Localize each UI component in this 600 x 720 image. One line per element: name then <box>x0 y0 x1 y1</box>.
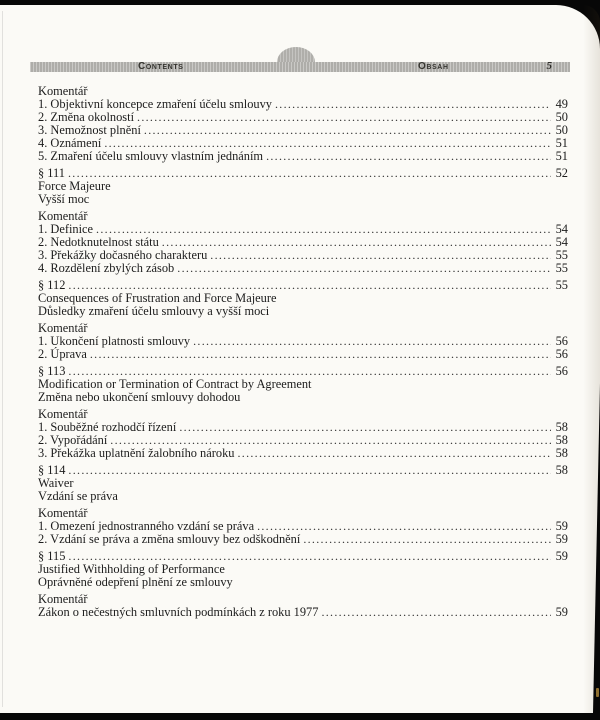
toc-entry-page-number: 50 <box>555 123 568 137</box>
toc-entry-label: 2. Změna okolností <box>38 110 135 124</box>
toc-entry-page-number: 56 <box>555 364 568 378</box>
toc-entry-page-number: 56 <box>555 347 568 361</box>
toc-entry-page-number: 55 <box>555 248 568 262</box>
toc-entry-label: 4. Rozdělení zbylých zásob <box>38 261 175 275</box>
toc-entry-page-number: 54 <box>555 222 568 236</box>
toc-entry-label: 1. Ukončení platnosti smlouvy <box>38 334 191 348</box>
table-of-contents <box>38 85 568 623</box>
toc-block <box>38 408 568 460</box>
toc-entry-page-number: 55 <box>555 261 568 275</box>
toc-entry-label: 1. Objektivní koncepce zmaření účelu smlouvy <box>38 97 272 111</box>
toc-entry-page-number: 59 <box>555 549 568 563</box>
dot-leader <box>179 421 551 434</box>
toc-entry-label: 1. Omezení jednostranného vzdání se práva <box>38 519 255 533</box>
dot-leader <box>162 236 551 249</box>
toc-block <box>38 210 568 275</box>
toc-entry-page-number: 56 <box>555 334 568 348</box>
toc-entry-page-number: 50 <box>555 110 568 124</box>
book-page <box>0 5 600 713</box>
toc-entry-label: 3. Překážka uplatnění žalobního nároku <box>38 446 235 460</box>
dot-leader <box>321 606 551 619</box>
dot-leader <box>90 348 551 361</box>
toc-heading-label: Změna nebo ukončení smlouvy dohodou <box>38 390 241 404</box>
toc-entry-page-number: 58 <box>555 420 568 434</box>
toc-heading-label: Oprávněné odepření plnění ze smlouvy <box>38 575 233 589</box>
toc-block <box>38 85 568 163</box>
toc-entry-page-number: 52 <box>555 166 568 180</box>
toc-heading-label: Consequences of Frustration and Force Majeure <box>38 291 277 305</box>
dot-leader <box>177 262 551 275</box>
toc-heading <box>38 490 568 503</box>
dot-leader <box>303 533 551 546</box>
thumb-tab-semicircle-icon <box>277 47 315 62</box>
toc-heading-label: Justified Withholding of Performance <box>38 562 225 576</box>
page-edge-gilt-fleck <box>596 688 599 697</box>
toc-entry-label: 2. Vzdání se práva a změna smlouvy bez odškodnění <box>38 532 301 546</box>
dot-leader <box>210 249 551 262</box>
toc-block <box>38 322 568 361</box>
toc-block <box>38 279 568 318</box>
toc-block <box>38 464 568 503</box>
toc-entry-label: § 111 <box>38 166 65 180</box>
toc-entry-page-number: 59 <box>555 519 568 533</box>
toc-entry-page-number: 55 <box>555 278 568 292</box>
toc-entry-label: § 113 <box>38 364 66 378</box>
toc-entry-page-number: 59 <box>555 532 568 546</box>
toc-entry <box>38 533 568 546</box>
toc-heading <box>38 391 568 404</box>
toc-heading-label: Modification or Termination of Contract by Agreement <box>38 377 312 391</box>
dot-leader <box>275 98 551 111</box>
toc-entry-label: § 114 <box>38 463 66 477</box>
toc-entry-label: § 112 <box>38 278 66 292</box>
toc-entry-page-number: 51 <box>555 149 568 163</box>
toc-heading-label: Komentář <box>38 506 88 520</box>
toc-entry <box>38 167 568 180</box>
toc-entry <box>38 348 568 361</box>
toc-entry <box>38 124 568 137</box>
toc-heading-label: Komentář <box>38 592 88 606</box>
toc-heading <box>38 210 568 223</box>
toc-entry <box>38 447 568 460</box>
toc-entry-label: 2. Nedotknutelnost státu <box>38 235 159 249</box>
toc-entry <box>38 150 568 163</box>
toc-heading <box>38 180 568 193</box>
toc-heading-label: Force Majeure <box>38 179 111 193</box>
dot-leader <box>193 335 551 348</box>
dot-leader <box>266 150 551 163</box>
toc-block <box>38 507 568 546</box>
toc-entry-label: § 115 <box>38 549 66 563</box>
header-contents-label: Contents <box>138 61 184 72</box>
page-header-band <box>30 62 570 72</box>
toc-entry <box>38 335 568 348</box>
toc-entry-label: 4. Oznámení <box>38 136 102 150</box>
toc-entry-label: 5. Zmaření účelu smlouvy vlastním jednáním <box>38 149 264 163</box>
dot-leader <box>68 464 551 477</box>
toc-block <box>38 365 568 404</box>
toc-heading-label: Waiver <box>38 476 74 490</box>
dot-leader <box>144 124 551 137</box>
toc-entry-page-number: 58 <box>555 433 568 447</box>
toc-heading-label: Vyšší moc <box>38 192 90 206</box>
toc-entry <box>38 464 568 477</box>
page-number: 5 <box>546 60 552 72</box>
toc-entry-page-number: 49 <box>555 97 568 111</box>
toc-entry <box>38 262 568 275</box>
dot-leader <box>68 167 551 180</box>
toc-entry-page-number: 51 <box>555 136 568 150</box>
toc-heading <box>38 193 568 206</box>
toc-entry-label: 2. Úprava <box>38 347 87 361</box>
toc-entry-label: 1. Definice <box>38 222 94 236</box>
toc-heading-label: Komentář <box>38 407 88 421</box>
toc-heading-label: Komentář <box>38 209 88 223</box>
dot-leader <box>96 223 551 236</box>
toc-heading-label: Komentář <box>38 321 88 335</box>
toc-entry-label: 1. Souběžné rozhodčí řízení <box>38 420 177 434</box>
toc-entry-label: 3. Nemožnost plnění <box>38 123 141 137</box>
dot-leader <box>137 111 551 124</box>
toc-heading-label: Komentář <box>38 84 88 98</box>
toc-heading-label: Vzdání se práva <box>38 489 118 503</box>
toc-entry <box>38 421 568 434</box>
dot-leader <box>257 520 551 533</box>
dot-leader <box>237 447 551 460</box>
toc-entry <box>38 606 568 619</box>
header-obsah-label: Obsah <box>418 61 449 72</box>
toc-block <box>38 167 568 206</box>
toc-entry-label: Zákon o nečestných smluvních podmínkách z roku 1977 <box>38 605 319 619</box>
toc-block <box>38 593 568 619</box>
toc-entry-page-number: 59 <box>555 605 568 619</box>
toc-entry-page-number: 58 <box>555 463 568 477</box>
toc-entry-page-number: 58 <box>555 446 568 460</box>
toc-heading <box>38 305 568 318</box>
toc-entry-label: 3. Překážky dočasného charakteru <box>38 248 208 262</box>
toc-block <box>38 550 568 589</box>
backdrop-wedge <box>593 383 600 713</box>
toc-heading-label: Důsledky zmaření účelu smlouvy a vyšší moci <box>38 304 270 318</box>
toc-entry-label: 2. Vypořádání <box>38 433 108 447</box>
toc-entry-page-number: 54 <box>555 235 568 249</box>
toc-heading <box>38 576 568 589</box>
